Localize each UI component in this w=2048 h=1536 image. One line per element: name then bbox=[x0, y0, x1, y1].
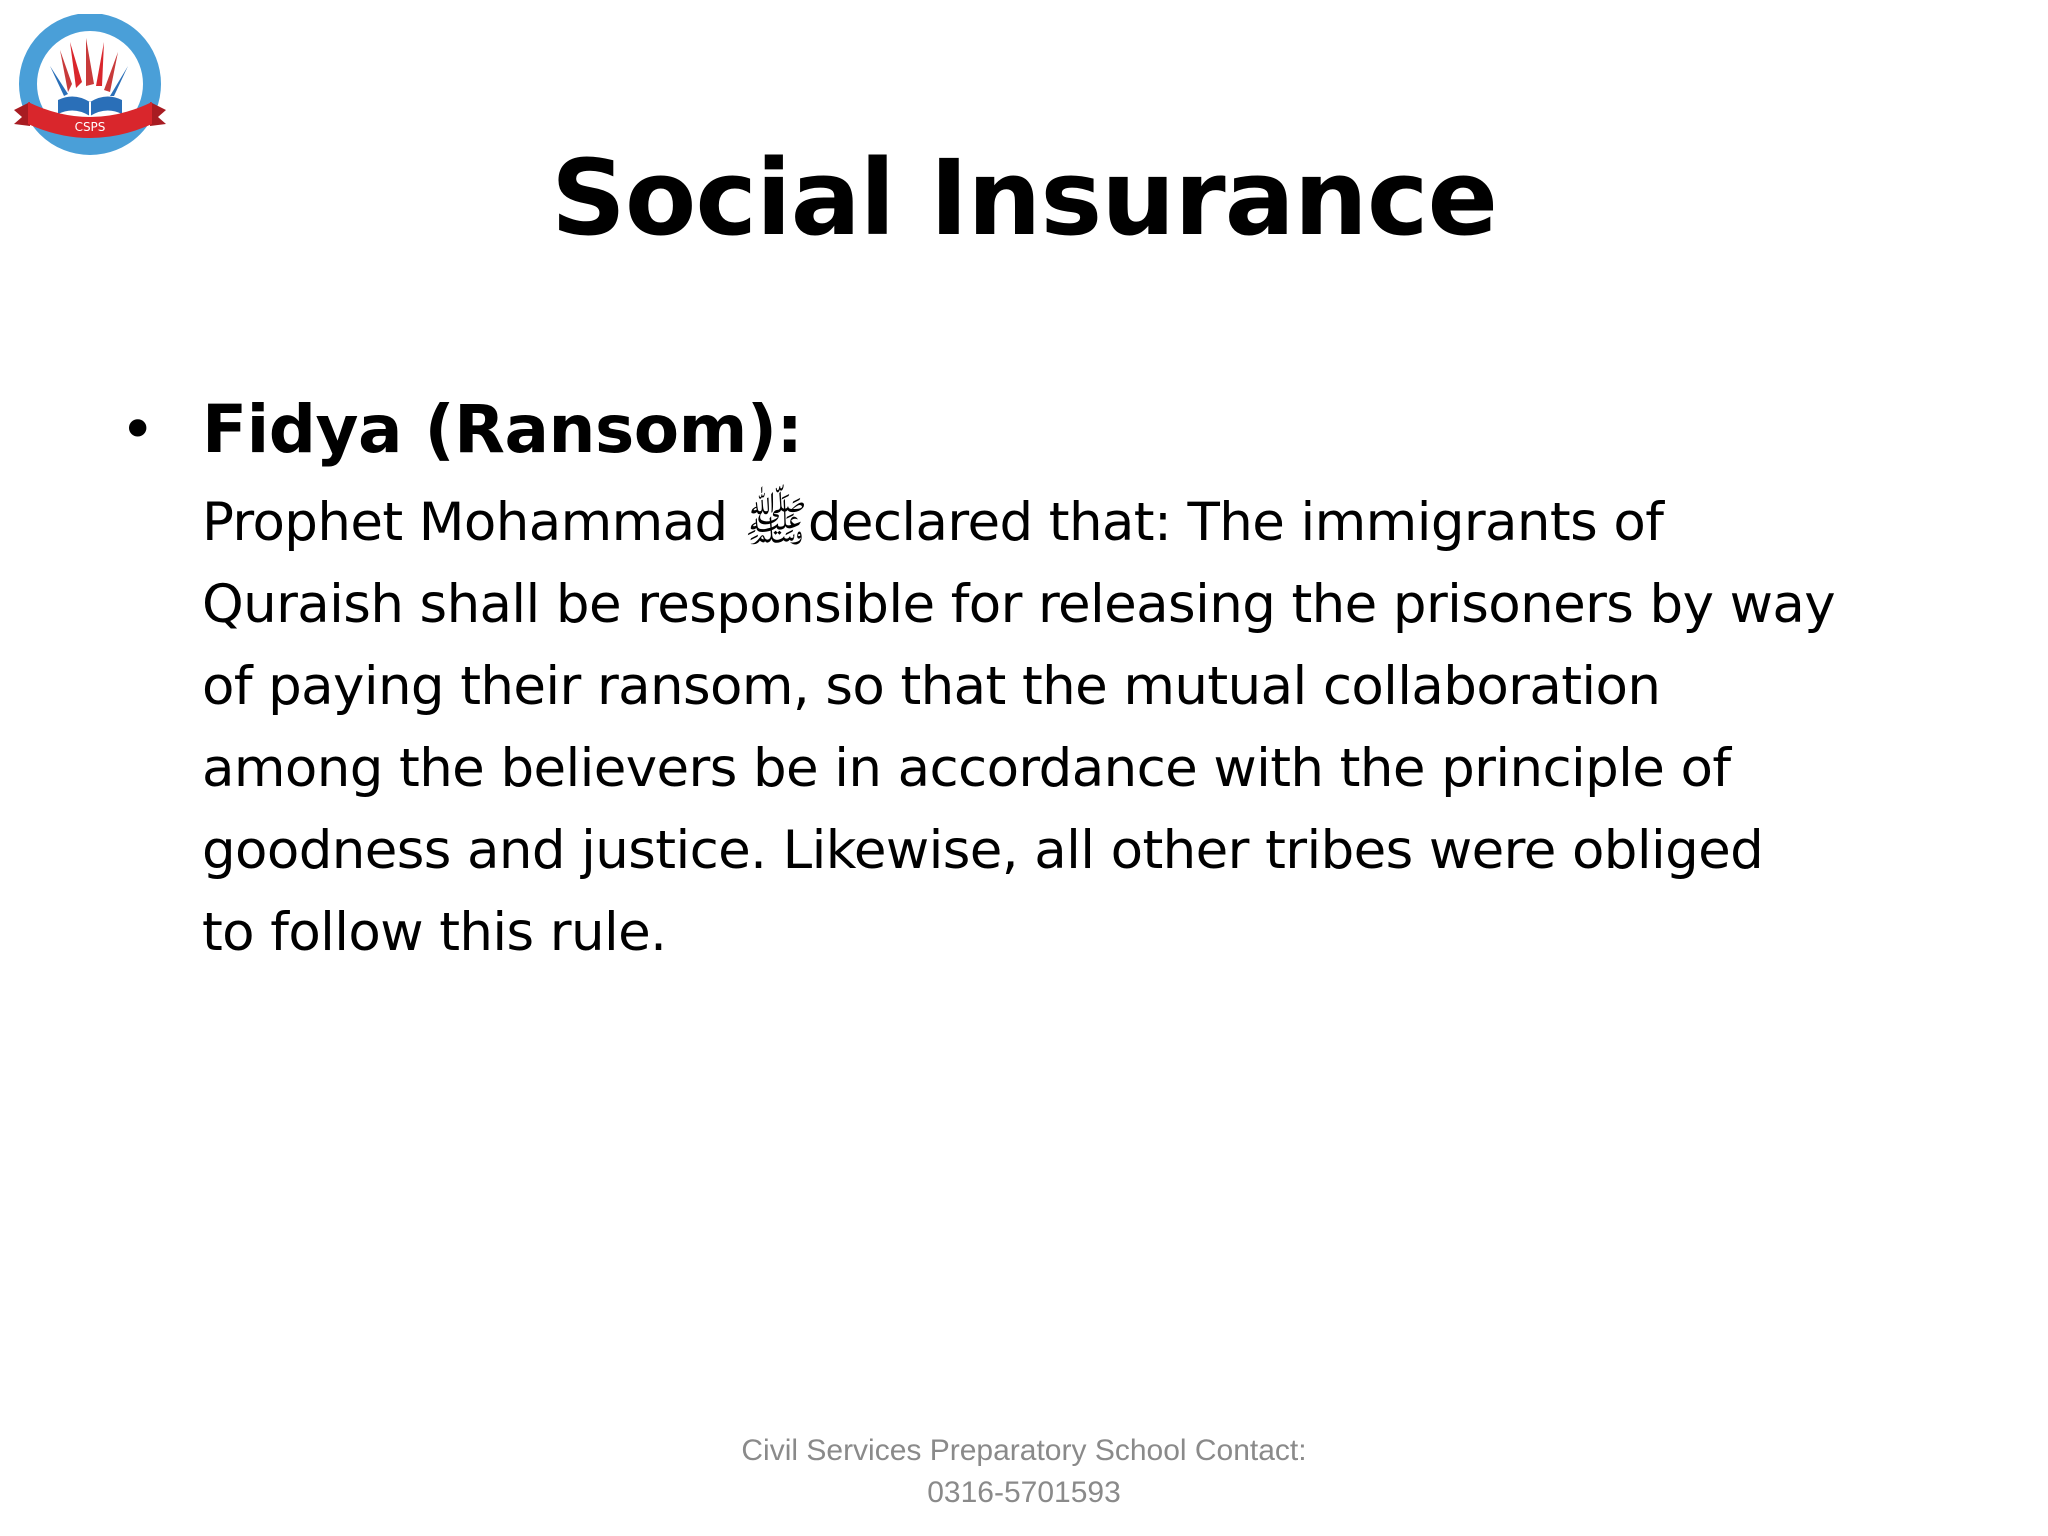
paragraph-line: goodness and justice. Likewise, all other tribes were obliged bbox=[202, 820, 1764, 881]
bullet-heading: Fidya (Ransom): bbox=[202, 391, 803, 468]
paragraph-line: of paying their ransom, so that the mutual collaboration bbox=[202, 656, 1661, 717]
paragraph-line: to follow this rule. bbox=[202, 902, 667, 963]
slide-title: Social Insurance bbox=[550, 137, 1498, 259]
bullet-body bbox=[202, 378, 1980, 974]
bullet-paragraph bbox=[202, 482, 1962, 974]
bullet-marker: • bbox=[120, 395, 156, 465]
bullet-item bbox=[120, 378, 1980, 974]
paragraph-line: Quraish shall be responsible for releasing the prisoners by way bbox=[202, 574, 1835, 635]
paragraph-line: Prophet Mohammad ﷺdeclared that: The immigrants of bbox=[202, 492, 1664, 553]
logo-banner-text: CSPS bbox=[74, 120, 106, 134]
footer-contact-number: 0316-5701593 bbox=[927, 1476, 1121, 1509]
paragraph-line: among the believers be in accordance with the principle of bbox=[202, 738, 1731, 799]
slide-footer bbox=[0, 1430, 2048, 1514]
footer-line-1: Civil Services Preparatory School Contact: bbox=[741, 1434, 1307, 1467]
slide-content bbox=[120, 378, 1980, 974]
